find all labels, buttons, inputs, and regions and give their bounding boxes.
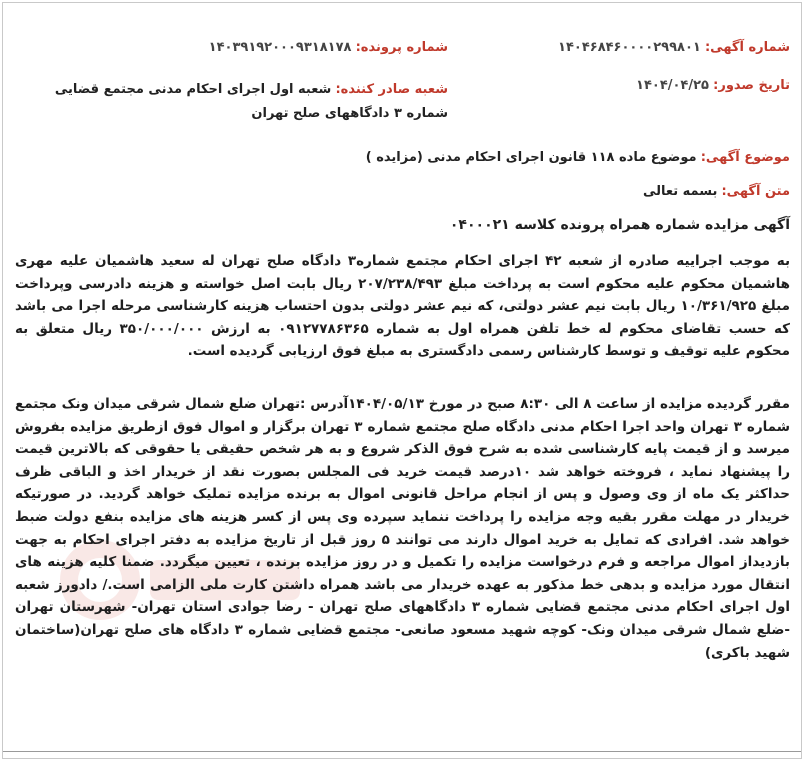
file-number-value: ۱۴۰۳۹۱۹۲۰۰۰۹۳۱۸۱۷۸: [208, 40, 352, 55]
issuer-value: شعبه اول اجرای احکام مدنی مجتمع قضایی شماره ۳ دادگاههای صلح تهران: [54, 82, 448, 121]
subject-field: [366, 150, 790, 165]
file-number-label: شماره پرونده:: [355, 40, 448, 55]
issue-date-label: تاریخ صدور:: [713, 78, 790, 93]
subject-value: موضوع ماده ۱۱۸ قانون اجرای احکام مدنی (مزایده ): [365, 150, 697, 165]
paragraph-execution-order: به موجب اجراییه صادره از شعبه ۴۲ اجرای احکام مجتمع شماره۳ دادگاه صلح تهران له سعید هاشمیان علیه مهری هاشمیان محکوم علیه محکوم است به پرداخت مبلغ ۲۰۷/۲۳۸/۴۹۳ ریال بابت اصل خواسته و هزینه دادرسی وپرداخت مبلغ ۱۰/۳۶۱/۹۲۵ ریال بابت نیم عشر دولتی، که نیم عشر دولتی بدون احتساب هزینه کارشناسی مرحله اجرا می باشد که حسب تقاضای محکوم له خط تلفن همراه اول به شماره ۰۹۱۲۷۷۸۶۳۶۵ به ارزش ۳۵۰/۰۰۰/۰۰۰ ریال متعلق به محکوم علیه توقیف و توسط کارشناس رسمی دادگستری به مبلغ فوق ارزیابی گردیده است.: [15, 253, 791, 360]
paragraph-auction-terms: مقرر گردیده مزایده از ساعت ۸ الی ۸:۳۰ صبح در مورخ ۱۴۰۴/۰۵/۱۳آدرس :تهران ضلع شمال شرقی میدان ونک مجتمع شماره ۳ تهران واحد اجرا احکام مدنی دادگاه صلح مجتمع شماره ۳ تهران برگزار و اموال فوق ازطریق مزایده بفروش میرسد و از قیمت پایه کارشناسی شده به شرح فوق الذکر شروع و به هر شخص حقیقی یا حقوقی که بالاترین قیمت را پیشنهاد نماید ، فروخته خواهد شد ۱۰درصد قیمت خرید فی المجلس بصورت نقد از خریدار اخذ و الباقی ظرف حداکثر یک ماه از وی وصول و پس از انجام مراحل قانونی اموال به برنده مزایده تملیک خواهد گردید. در صورتیکه خریدار در مهلت مقرر بقیه وجه مزایده را پرداخت ننماید سپرده وی پس از کسر هزینه های مزایده بنفع دولت ضبط خواهد شد. افرادی که تمایل به خرید اموال دارند می توانند ۵ روز قبل از تاریخ مزایده به دفتر اجرای احکام به جهت بازدیداز اموال مراجعه و فرم درخواست مزایده را تکمیل و در روز مزایده برنده ، تعیین میگردد. ضمنا کلیه هزینه های انتقال مورد مزایده و بدهی خط مذکور به عهده خریدار می باشد همراه داشتن کارت ملی الزامی است./ دادورز شعبه اول اجرای احکام مدنی مجتمع قضایی شماره ۳ دادگاههای صلح تهران - رضا جوادی استان تهران- شهرستان تهران -ضلع شمال شرقی میدان ونک- کوچه شهید مسعود صانعی- مجتمع قضایی شماره ۳ دادگاه های صلح تهران(ساختمان شهید باکری): [15, 396, 791, 661]
notice-number-value: ۱۴۰۴۶۸۴۶۰۰۰۰۲۹۹۸۰۱: [558, 40, 701, 55]
issue-date-field: [636, 78, 790, 93]
notice-heading: آگهی مزایده شماره همراه پرونده کلاسه ۰۴۰۰۰۲۱: [449, 217, 790, 233]
body-opening: بسمه تعالی: [642, 184, 718, 199]
body-label: متن آگهی:: [721, 184, 790, 199]
issuer-label: شعبه صادر کننده:: [335, 82, 448, 97]
file-number-field: [209, 40, 448, 55]
notice-number-label: شماره آگهی:: [704, 40, 790, 55]
subject-label: موضوع آگهی:: [700, 150, 790, 165]
body-title-field: [643, 184, 790, 199]
issuer-field: [28, 78, 448, 126]
notice-number-field: [558, 40, 790, 55]
issue-date-value: ۱۴۰۴/۰۴/۲۵: [636, 78, 709, 93]
